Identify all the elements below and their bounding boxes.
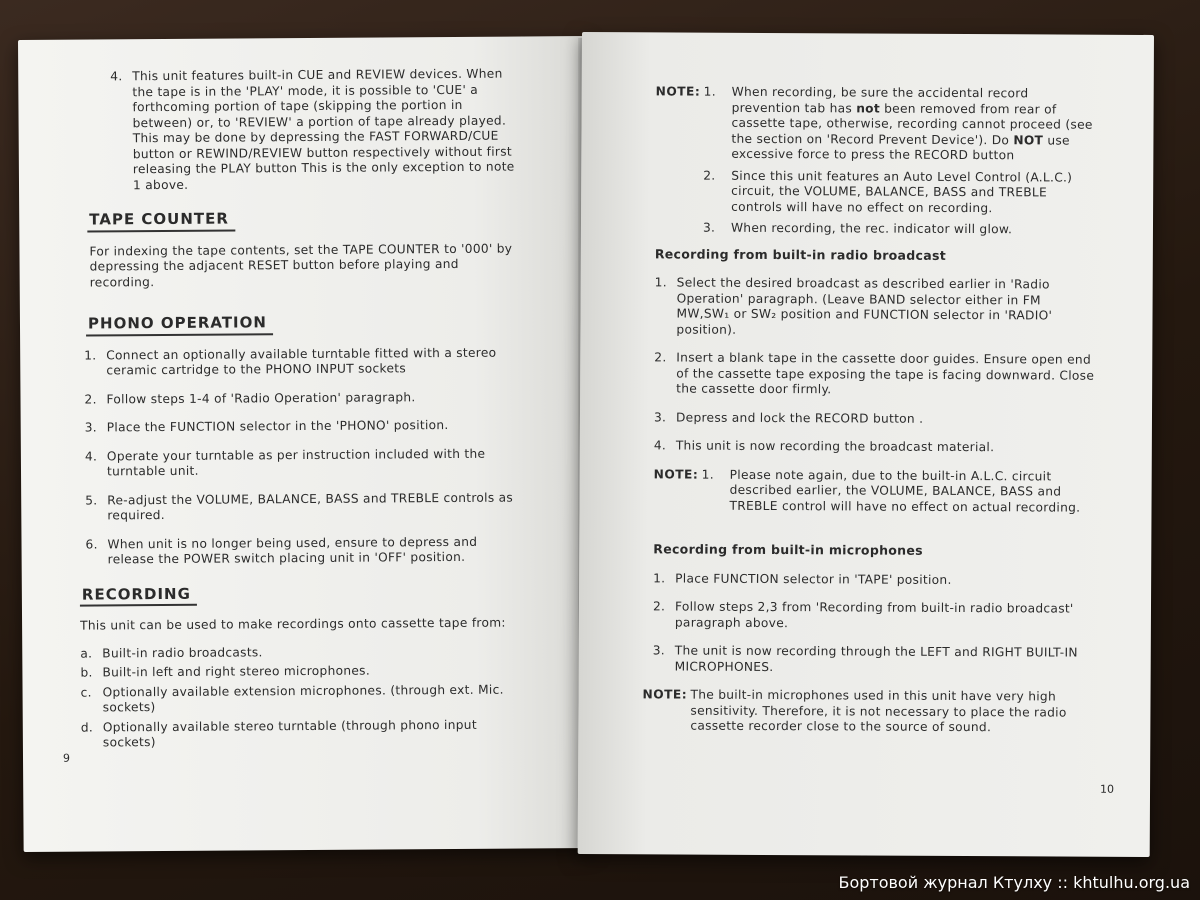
note-number: 1. [701,467,714,482]
list-number: 1. [654,275,667,290]
list-number: 4. [84,448,98,464]
recording-intro: This unit can be used to make recordings onto cassette tape from: [80,615,506,633]
list-number: 2. [84,391,97,407]
list-item [85,446,519,480]
list-number: 5. [85,492,98,508]
list-item [654,438,1094,456]
note-block [653,467,1093,516]
list-item [80,643,520,662]
list-letter: b. [80,665,93,680]
list-text: Built-in left and right stereo microphones. [102,663,371,680]
list-text: The unit is now recording through the LEFT and RIGHT BUILT-IN MICROPHONES. [674,643,1078,674]
microphones-heading: Recording from built-in microphones [653,541,923,558]
microphone-steps-list [653,571,1094,677]
right-page-content [642,84,1095,742]
list-number: 2. [654,350,667,365]
note-text: Please note again, due to the built-in A.L.C. circuit described earlier, the VOLUME, BALANCE, BASS and TREBLE control will have no effect on actual recording. [729,467,1081,515]
note-text-part: When recording, be sure the accidental record prevention tab has [731,84,1029,115]
note-block [655,84,1095,164]
cue-review-item [110,67,517,194]
list-item [654,410,1094,428]
page-number-left: 9 [62,751,71,765]
list-item [653,599,1093,632]
note-text-part: been removed from rear of cassette tape, otherwise, recording cannot proceed (see the section on 'Record Prevent Device'). Do [731,101,1093,147]
note-text-part: use excessive force to press the RECORD button [731,132,1070,163]
recording-heading: RECORDING [80,586,197,606]
list-text: Connect an optionally available turntable fitted with a stereo ceramic cartridge to the PHONO INPUT sockets [106,345,497,378]
list-letter: d. [80,719,94,735]
list-item [85,534,519,568]
list-number: 4. [110,69,123,84]
emphasis: not [856,100,881,116]
right-page [578,32,1154,857]
note-text [731,85,1095,164]
tape-counter-text: For indexing the tape contents, set the TAPE COUNTER to '000' by depressing the adjacent RESET button before playing and recording. [89,241,513,290]
list-letter: a. [80,645,93,661]
list-number: 1. [84,347,97,363]
list-item [81,717,521,751]
list-text: Operate your turntable as per instruction included with the turntable unit. [106,446,486,479]
tape-counter-heading: TAPE COUNTER [87,211,235,232]
note-text: The built-in microphones used in this unit have very high sensitivity. Therefore, it is not necessary to place the radio cassette recorder close to the source of sound. [690,687,1067,735]
list-text: This unit is now recording the broadcast material. [675,438,995,455]
phono-operation-heading: PHONO OPERATION [86,315,273,336]
list-number: 3. [652,643,666,658]
list-text: Optionally available stereo turntable (through phono input sockets) [102,717,477,750]
list-item [85,490,519,524]
watermark: Бортовой журнал Ктулху :: khtulhu.org.ua [838,873,1190,892]
recording-sources-list [80,643,521,751]
list-text: Depress and lock the RECORD button . [675,409,924,426]
list-text: Select the desired broadcast as described earlier in 'Radio Operation' paragraph. (Leave BAND selector either in FM MW,SW₁ or SW₂ position and FUNCTION selector in 'RADIO' position). [676,275,1053,337]
list-number: 4. [653,438,667,453]
list-number: 2. [652,599,666,614]
note-number: 2. [703,168,716,183]
list-item [84,345,518,379]
radio-steps-list [654,275,1095,456]
list-item [85,418,519,437]
page-number-right: 10 [1100,782,1115,796]
list-item [80,663,520,682]
list-number: 3. [84,420,97,435]
note-label: NOTE: [642,687,688,702]
list-letter: c. [80,685,92,700]
list-item [653,643,1093,676]
note-text: Since this unit features an Auto Level Control (A.L.C.) circuit, the VOLUME, BALANCE, BASS and TREBLE controls will have no effect on recording. [731,168,1073,215]
note-label: NOTE: [655,84,701,99]
list-item [81,682,521,716]
list-number: 6. [85,536,98,552]
list-item [654,350,1094,399]
list-text: This unit features built-in CUE and REVIEW devices. When the tape is in the 'PLAY' mode, it is possible to 'CUE' a forthcoming portion of tape (skipping the portion in between) or, to 'REVIEW' a portion of tape already played. This may be done by depressing the FAST FORWARD/CUE button or REWIND/REVIEW button respectively without first releasing the PLAY button This is the only exception to note 1 above. [132,66,515,192]
emphasis: NOT [1013,132,1044,147]
list-item [654,275,1094,339]
list-item [84,389,518,408]
list-text: Re-adjust the VOLUME, BALANCE, BASS and TREBLE controls as required. [107,490,514,523]
note-item [703,221,1095,239]
list-text: Place FUNCTION selector in 'TAPE' position. [675,570,952,587]
phono-list [84,345,520,568]
note-block [642,687,1092,736]
radio-broadcast-heading: Recording from built-in radio broadcast [654,245,947,263]
note-label: NOTE: [653,466,699,482]
list-text: Follow steps 1-4 of 'Radio Operation' paragraph. [106,389,416,406]
left-page [18,36,592,852]
list-number: 1. [653,570,666,585]
left-page-content [76,67,521,756]
list-item [653,571,1093,589]
list-text: Built-in radio broadcasts. [102,644,263,660]
list-text: When unit is no longer being used, ensure to depress and release the POWER switch placing unit in 'OFF' position. [107,534,478,567]
note-number: 3. [702,220,716,235]
note-item [703,168,1095,217]
note-number: 1. [703,84,716,99]
list-text: Place the FUNCTION selector in the 'PHONO' position. [106,418,449,435]
list-text: Insert a blank tape in the cassette door guides. Ensure open end of the cassette tape exposing the tape is facing downward. Close the cassette door firmly. [676,350,1095,397]
list-number: 3. [653,409,667,424]
note-text: When recording, the rec. indicator will glow. [730,220,1013,237]
list-text: Follow steps 2,3 from 'Recording from built-in radio broadcast' paragraph above. [674,599,1074,630]
list-text: Optionally available extension microphones. (through ext. Mic. sockets) [102,682,504,715]
